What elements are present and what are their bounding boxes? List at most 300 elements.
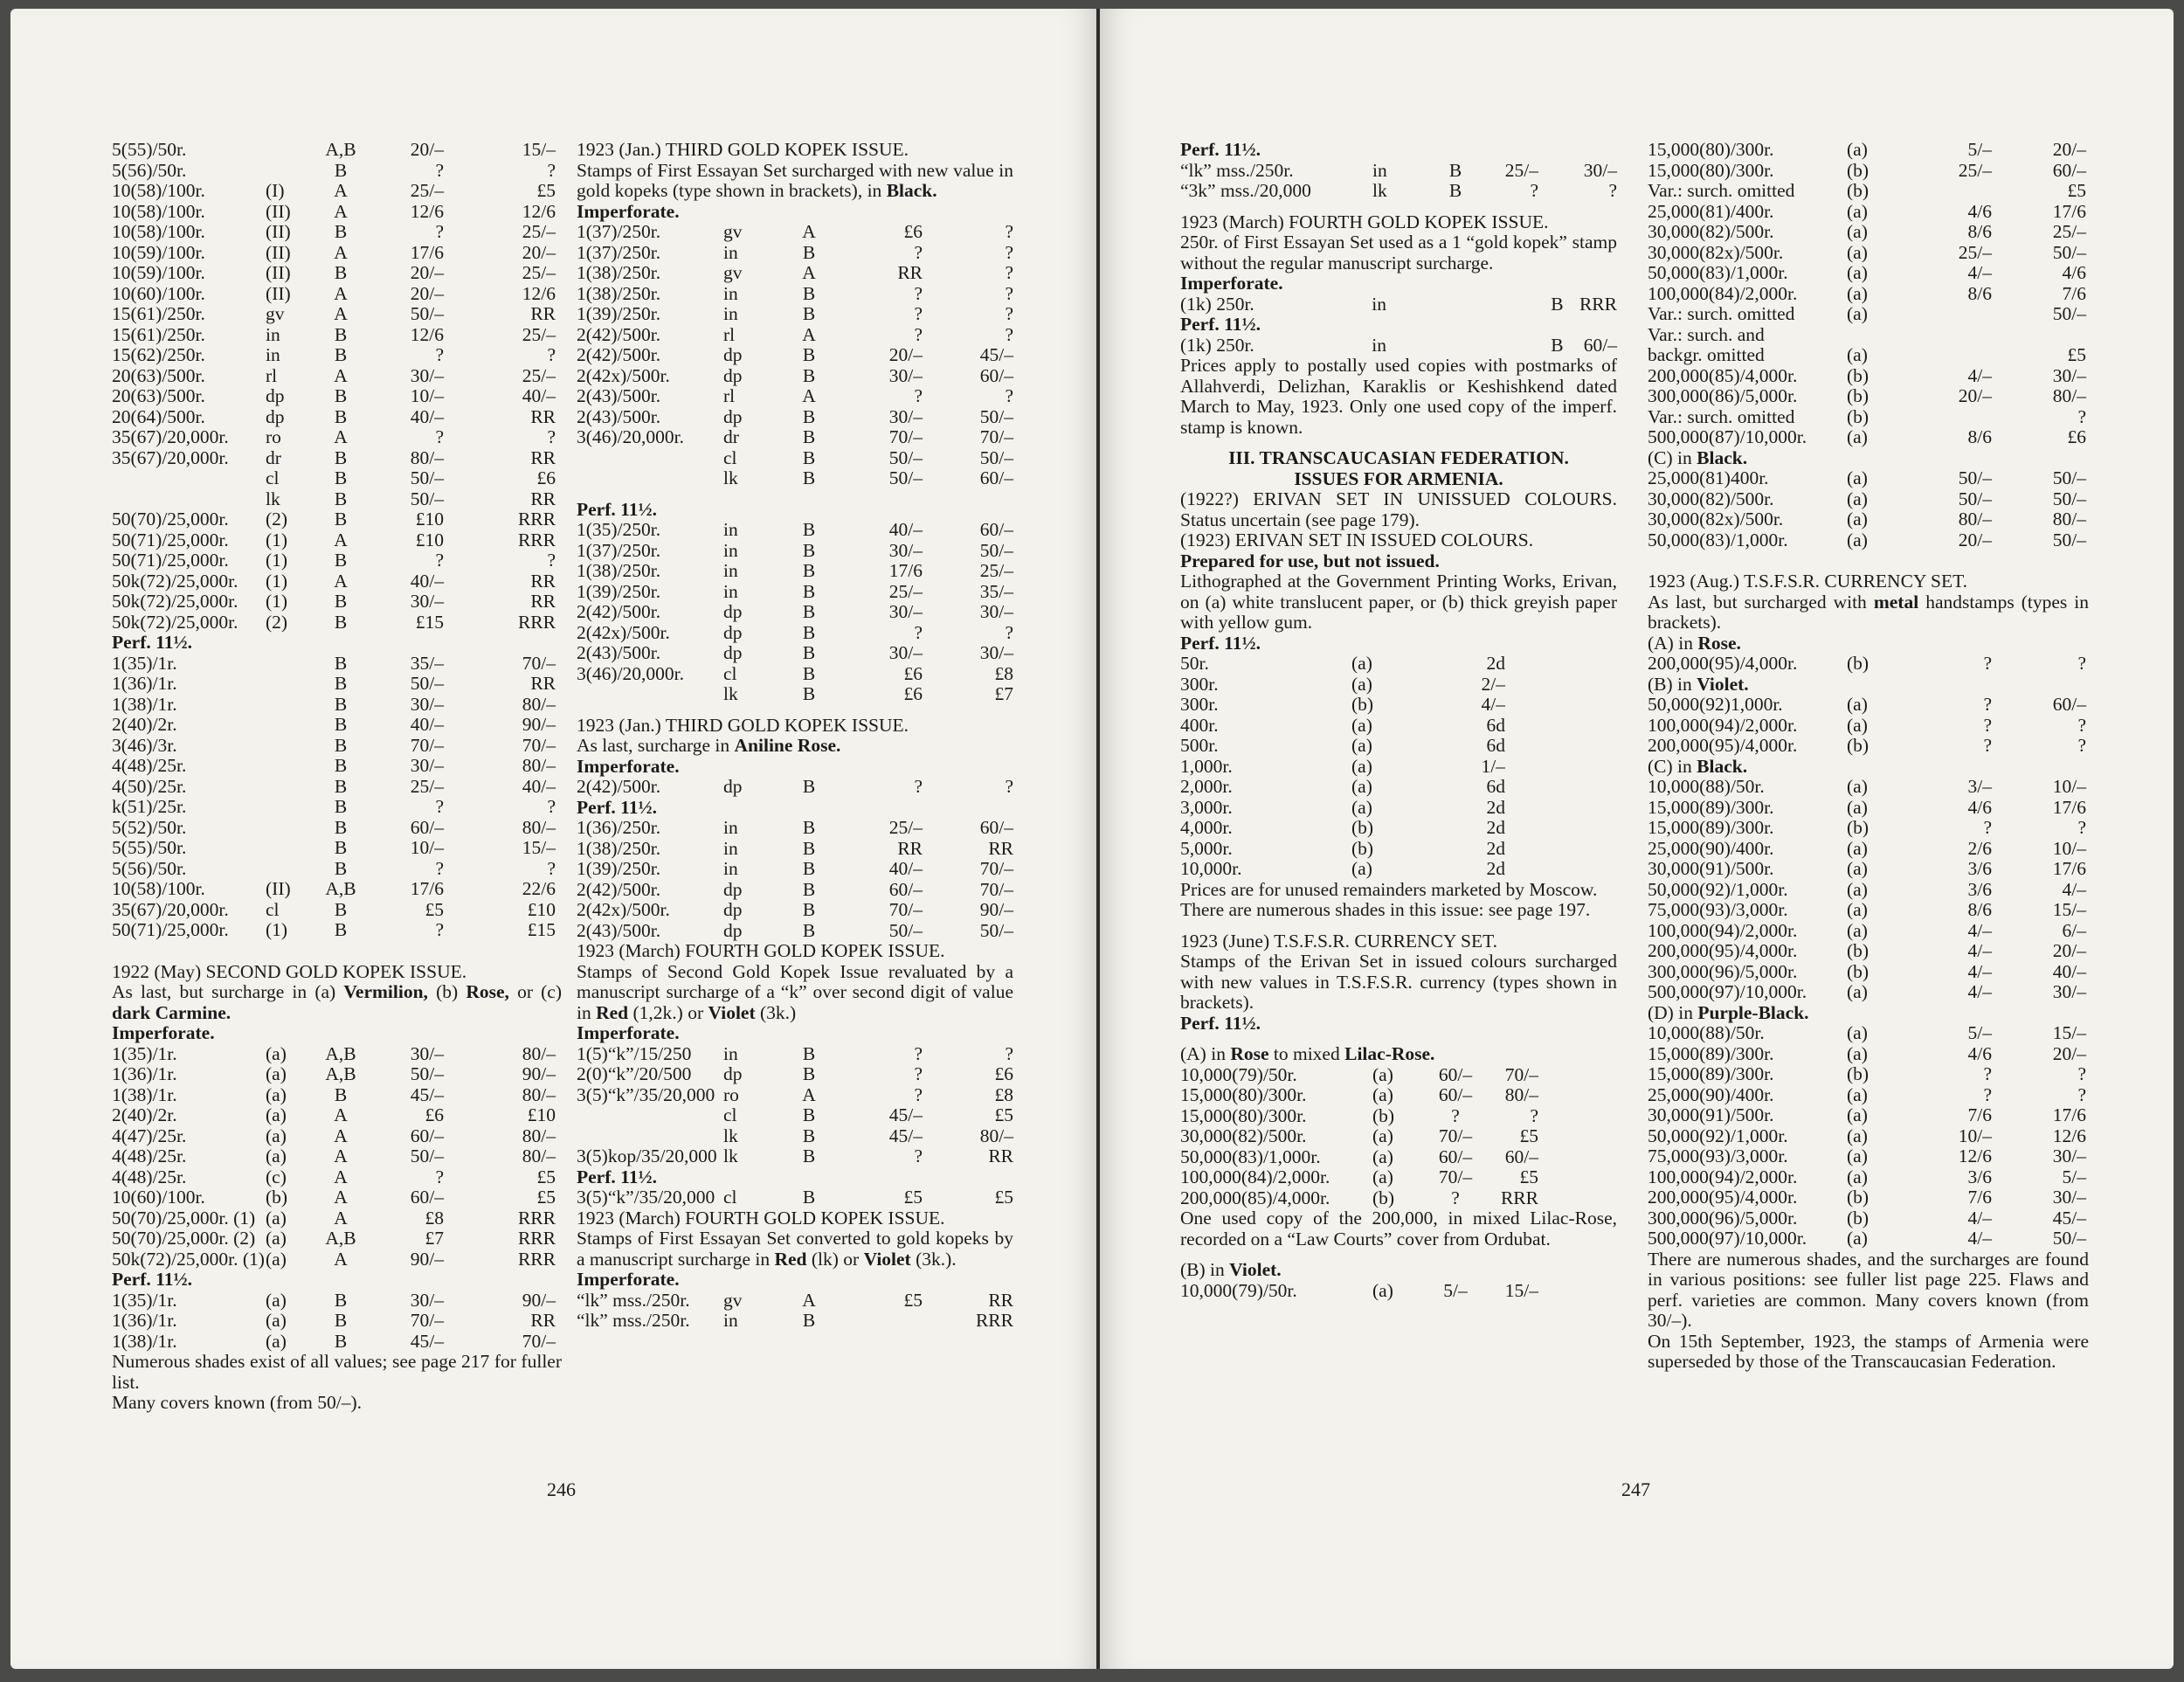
- table-cell: 20/–: [2052, 139, 2086, 160]
- table-cell: B: [334, 446, 348, 468]
- table-cell: B: [802, 858, 816, 879]
- table-cell: A: [334, 303, 348, 324]
- table-cell: 100,000(94)/2,000r.: [1648, 919, 1798, 941]
- table-cell: 1(36)/1r.: [112, 1310, 177, 1331]
- table-cell: 40/–: [410, 405, 444, 427]
- table-cell: 45/–: [888, 1125, 923, 1146]
- table-cell: B: [802, 776, 816, 797]
- table-cell: in: [723, 519, 738, 540]
- table-cell: (a): [1847, 837, 1868, 859]
- table-cell: [266, 797, 311, 818]
- table-cell: 15,000(80)/300r.: [1648, 139, 1774, 160]
- table-cell: 15,000(89)/300r.: [1648, 1042, 1774, 1064]
- table-cell: 12/6: [522, 200, 556, 222]
- table-cell: £5: [536, 1187, 556, 1208]
- price-table: [1648, 468, 2089, 550]
- table-row: [577, 684, 1013, 705]
- table-cell: B: [334, 262, 348, 283]
- table-cell: 50/–: [1958, 467, 1992, 488]
- table-cell: £10: [527, 1104, 556, 1125]
- table-cell: 30,000(82)/500r.: [1648, 221, 1774, 242]
- table-row: [1648, 530, 2089, 551]
- table-cell: [266, 736, 311, 757]
- table-cell: ?: [435, 550, 444, 571]
- table-cell: (II): [266, 262, 291, 283]
- table-cell: A,B: [325, 139, 356, 160]
- table-row: [577, 561, 1013, 582]
- table-cell: £5: [994, 1104, 1013, 1125]
- table-cell: (a): [1847, 714, 1868, 736]
- table-row: [112, 161, 562, 182]
- table-cell: (a): [266, 1207, 287, 1229]
- table-cell: [112, 468, 266, 489]
- table-cell: 20/–: [1958, 385, 1992, 406]
- table-row: [577, 1311, 1013, 1332]
- table-cell: (b): [1847, 735, 1870, 756]
- table-cell: 20/–: [410, 139, 444, 160]
- table-cell: lk: [723, 1125, 738, 1146]
- table-cell: ?: [435, 426, 444, 447]
- table-cell: 80/–: [522, 755, 556, 776]
- table-cell: 6/–: [2062, 919, 2086, 941]
- table-cell: 60/–: [1438, 1084, 1473, 1105]
- table-cell: £5: [2067, 180, 2086, 201]
- table-cell: B: [802, 1187, 816, 1208]
- table-cell: ?: [1983, 1063, 1992, 1084]
- table-row: [112, 1187, 562, 1208]
- table-cell: B: [334, 652, 348, 674]
- table-cell: B: [334, 467, 348, 488]
- table-cell: (b): [1847, 405, 1870, 427]
- table-cell: in: [723, 303, 738, 324]
- table-row: [112, 202, 562, 223]
- price-table: [577, 818, 1013, 941]
- table-cell: 2(40)/2r.: [112, 714, 177, 735]
- table-cell: 30/–: [2052, 1187, 2086, 1208]
- table-cell: 1(36)/1r.: [112, 673, 177, 694]
- table-cell: B: [802, 519, 816, 540]
- table-cell: [266, 838, 311, 859]
- table-row: [1648, 1044, 2089, 1065]
- table-cell: 1(39)/250r.: [577, 580, 661, 602]
- table-cell: in: [723, 1310, 738, 1331]
- table-cell: 80/–: [1504, 1084, 1538, 1105]
- table-cell: £6: [536, 467, 556, 488]
- table-cell: 50/–: [410, 467, 444, 488]
- table-cell: £5: [1519, 1166, 1538, 1187]
- table-cell: 70/–: [410, 1310, 444, 1331]
- table-cell: A: [802, 1289, 816, 1311]
- table-cell: 7/6: [1967, 1104, 1992, 1125]
- table-cell: B: [802, 467, 816, 488]
- table-cell: £8: [425, 1207, 444, 1229]
- table-cell: dp: [723, 642, 743, 663]
- table-row: [577, 1187, 1013, 1208]
- table-cell: 20/–: [1958, 529, 1992, 550]
- table-row: [112, 674, 562, 695]
- table-row: [1180, 798, 1617, 819]
- table-cell: 40/–: [522, 385, 556, 406]
- table-cell: (a): [1847, 776, 1868, 797]
- table-row: [112, 756, 562, 777]
- table-row: [577, 602, 1013, 623]
- table-cell: 1/–: [1481, 755, 1505, 777]
- group-heading: (C) in Black.: [1648, 446, 1748, 468]
- table-cell: 5/–: [2062, 1166, 2086, 1187]
- table-cell: (a): [1847, 426, 1868, 447]
- imperf-heading: Imperforate.: [577, 200, 680, 222]
- table-cell: 2/–: [1481, 673, 1505, 695]
- table-cell: 15,000(89)/300r.: [1648, 817, 1774, 838]
- table-cell: 12/6: [522, 282, 556, 304]
- table-cell: k(51)/25r.: [112, 796, 187, 817]
- table-cell: 30/–: [979, 642, 1013, 663]
- table-row: [1180, 161, 1617, 182]
- table-row: [112, 407, 562, 428]
- table-row: [112, 592, 562, 613]
- table-cell: 300,000(86)/5,000r.: [1648, 385, 1798, 406]
- table-cell: 1(35)/1r.: [112, 1289, 177, 1311]
- table-cell: gv: [266, 303, 285, 324]
- table-cell: RRR: [1579, 293, 1617, 315]
- table-cell: A: [802, 323, 816, 345]
- table-cell: 4(50)/25r.: [112, 775, 187, 797]
- table-cell: in: [723, 560, 738, 581]
- table-cell: (b): [1847, 960, 1870, 982]
- table-cell: RR: [988, 1146, 1013, 1166]
- table-cell: 8/6: [1967, 221, 1992, 242]
- table-cell: (2): [266, 611, 288, 633]
- table-cell: ?: [2077, 653, 2086, 674]
- table-row: [1180, 716, 1617, 737]
- issue-description: Stamps of First Essayan Set converted to gold kopeks by a manuscript surcharge in Red (lk) or Violet (3k.).: [577, 1228, 1013, 1270]
- section-heading: III. TRANSCAUCASIAN FEDERATION.: [1228, 447, 1569, 468]
- table-cell: 25,000(81)400r.: [1648, 467, 1769, 488]
- table-cell: ?: [914, 282, 923, 304]
- table-cell: 20/–: [522, 241, 556, 263]
- group-heading: (A) in Rose.: [1648, 632, 1741, 654]
- issue-description: As last, but surcharge in (a) Vermilion, (b) Rose, or (c) dark Carmine.: [112, 981, 563, 1023]
- table-cell: 4/6: [1967, 200, 1992, 222]
- table-row: [112, 1085, 562, 1106]
- table-cell: RRR: [1500, 1187, 1538, 1208]
- table-cell: Var.: surch. omitted: [1648, 303, 1795, 324]
- table-cell: (a): [1351, 653, 1372, 674]
- table-cell: 2(0)“k”/20/500: [577, 1063, 692, 1084]
- table-cell: 15,000(80)/300r.: [1648, 159, 1774, 181]
- column-4: [1648, 140, 2089, 1373]
- table-cell: £15: [527, 919, 556, 940]
- shades-note: There are numerous shades, and the surcharges are found in various positions: see fuller list page 225. Flaws and perf. varieties are common. Many covers known (from 30/–).: [1648, 1248, 2089, 1331]
- table-cell: 2(43)/500r.: [577, 385, 661, 406]
- table-cell: 17/6: [2052, 200, 2086, 222]
- table-cell: 3/–: [1967, 776, 1992, 797]
- table-cell: 10/–: [2052, 776, 2086, 797]
- table-row: [577, 880, 1013, 901]
- table-cell: gv: [723, 262, 743, 283]
- table-cell: (a): [1847, 1228, 1868, 1249]
- table-cell: cl: [723, 662, 737, 684]
- table-row: [112, 181, 562, 202]
- price-table: [112, 1044, 562, 1270]
- table-row: [1648, 427, 2089, 448]
- table-cell: dp: [266, 405, 285, 427]
- table-cell: 30/–: [410, 755, 444, 776]
- table-cell: (a): [1847, 200, 1868, 222]
- table-cell: B: [1551, 293, 1564, 315]
- table-cell: B: [334, 1083, 348, 1105]
- table-cell: ?: [1983, 653, 1992, 674]
- table-cell: (b): [1847, 817, 1870, 838]
- table-cell: 50/–: [2052, 303, 2086, 324]
- table-cell: (I): [266, 180, 285, 201]
- table-cell: 60/–: [410, 1187, 444, 1208]
- table-cell: 10/–: [1958, 1125, 1992, 1146]
- table-row: [112, 1105, 562, 1126]
- table-cell: 400r.: [1180, 714, 1219, 736]
- table-cell: (b): [1351, 694, 1374, 715]
- table-cell: (1): [266, 529, 288, 550]
- table-cell: B: [802, 241, 816, 263]
- unused-note: Prices are for unused remainders marketed by Moscow.: [1180, 878, 1598, 900]
- table-cell: 35(67)/20,000r.: [112, 446, 229, 468]
- table-cell: 8/6: [1967, 282, 1992, 304]
- issue-title: 1923 (June) T.S.F.S.R. CURRENCY SET.: [1180, 930, 1498, 952]
- table-cell: 80/–: [522, 693, 556, 715]
- table-cell: 70/–: [888, 899, 923, 920]
- table-cell: ?: [1530, 1104, 1538, 1126]
- table-row: [112, 243, 562, 264]
- table-cell: 15,000(89)/300r.: [1648, 796, 1774, 818]
- table-row: [1648, 962, 2089, 983]
- table-cell: A: [802, 1083, 816, 1105]
- table-cell: A: [334, 200, 348, 222]
- table-cell: £5: [2067, 344, 2086, 365]
- table-cell: (a): [266, 1310, 287, 1331]
- table-cell: B: [334, 159, 348, 181]
- table-cell: lk: [1372, 180, 1387, 201]
- table-cell: ro: [266, 426, 281, 447]
- table-cell: 90/–: [522, 714, 556, 735]
- table-cell: 12/6: [1958, 1146, 1992, 1166]
- table-cell: dp: [723, 344, 743, 365]
- table-row: [1648, 509, 2089, 530]
- table-row: [577, 243, 1013, 264]
- table-cell: 2d: [1486, 796, 1505, 818]
- table-cell: in: [266, 323, 280, 345]
- table-cell: ?: [1983, 694, 1992, 715]
- table-cell: 80/–: [2052, 385, 2086, 406]
- table-cell: 50r.: [1180, 653, 1209, 674]
- perf-heading: Perf. 11½.: [1180, 139, 1261, 160]
- table-cell: 40/–: [410, 714, 444, 735]
- table-row: [577, 859, 1013, 880]
- table-cell: £5: [1519, 1125, 1538, 1146]
- table-cell: (1k) 250r.: [1180, 293, 1254, 315]
- table-row: [1648, 777, 2089, 798]
- table-cell: 3(46)/3r.: [112, 734, 177, 756]
- table-cell: (a): [1372, 1063, 1393, 1085]
- table-cell: 80/–: [522, 816, 556, 838]
- table-cell: (1): [266, 591, 288, 612]
- perf-heading: Perf. 11½.: [112, 1269, 192, 1290]
- table-cell: 300r.: [1180, 673, 1219, 695]
- table-cell: 30/–: [888, 601, 923, 622]
- table-cell: 70/–: [1438, 1166, 1473, 1187]
- table-cell: A: [802, 385, 816, 406]
- table-cell: A: [802, 221, 816, 242]
- table-row: [112, 345, 562, 366]
- table-row: [1180, 294, 1617, 315]
- table-cell: ?: [2077, 817, 2086, 838]
- table-cell: (II): [266, 878, 291, 899]
- table-cell: 60/–: [410, 816, 444, 838]
- table-row: [112, 1229, 562, 1249]
- table-row: [112, 920, 562, 941]
- table-row: [1180, 1167, 1617, 1188]
- table-cell: 2d: [1486, 837, 1505, 859]
- table-cell: A: [334, 1146, 348, 1166]
- table-cell: (a): [1847, 1083, 1868, 1105]
- table-cell: B: [1551, 334, 1564, 356]
- table-cell: dp: [723, 878, 743, 900]
- table-cell: 70/–: [979, 858, 1013, 879]
- table-row: [112, 777, 562, 798]
- table-cell: 50(70)/25,000r. (1): [112, 1207, 256, 1229]
- table-cell: 60/–: [1438, 1063, 1473, 1085]
- table-row: [1648, 921, 2089, 942]
- table-cell: B: [802, 446, 816, 468]
- table-cell: [266, 715, 311, 736]
- table-cell: (a): [266, 1083, 287, 1105]
- table-cell: (a): [266, 1248, 287, 1270]
- table-cell: 50(71)/25,000r.: [112, 529, 229, 550]
- table-row: [112, 859, 562, 880]
- table-cell: 17/6: [410, 878, 444, 899]
- table-cell: 50/–: [888, 467, 923, 488]
- table-row: [577, 623, 1013, 644]
- table-cell: 30,000(82)/500r.: [1648, 488, 1774, 509]
- table-cell: 12/6: [410, 323, 444, 345]
- table-cell: 50/–: [410, 1146, 444, 1166]
- table-row: [112, 1126, 562, 1147]
- table-cell: 3/6: [1967, 858, 1992, 879]
- table-cell: 50k(72)/25,000r. (1): [112, 1248, 265, 1270]
- table-cell: 1(5)“k”/15/250: [577, 1042, 692, 1064]
- table-cell: 60/–: [979, 519, 1013, 540]
- table-cell: 4/6: [2062, 262, 2086, 283]
- table-row: [112, 550, 562, 571]
- price-table: [577, 1291, 1013, 1332]
- table-cell: 5/–: [1967, 1022, 1992, 1043]
- table-cell: 1(38)/250r.: [577, 560, 661, 581]
- table-cell: (b): [1372, 1187, 1395, 1208]
- table-cell: (1): [266, 570, 288, 592]
- table-row: [577, 839, 1013, 860]
- table-cell: £6: [903, 683, 923, 704]
- table-row: [1648, 839, 2089, 860]
- table-cell: 15,000(80)/300r.: [1180, 1084, 1307, 1105]
- table-row: [577, 1146, 1013, 1167]
- table-cell: (b): [1847, 1063, 1870, 1084]
- table-cell: [266, 161, 311, 182]
- table-cell: ?: [1005, 621, 1013, 643]
- table-cell: backgr. omitted: [1648, 344, 1765, 365]
- table-cell: B: [334, 857, 348, 879]
- table-cell: 50/–: [2052, 467, 2086, 488]
- table-cell: (a): [1847, 282, 1868, 304]
- table-cell: 2/6: [1967, 837, 1992, 859]
- table-row: [1648, 695, 2089, 716]
- table-cell: £10: [415, 529, 444, 550]
- table-cell: 1(36)/1r.: [112, 1063, 177, 1084]
- table-cell: (c): [266, 1166, 287, 1187]
- table-cell: 4(48)/25r.: [112, 1166, 187, 1187]
- table-cell: 3,000r.: [1180, 796, 1233, 818]
- table-cell: (a): [1847, 262, 1868, 283]
- table-cell: A,B: [325, 1063, 356, 1084]
- table-cell: 50k(72)/25,000r.: [112, 611, 238, 633]
- table-cell: (a): [1351, 858, 1372, 879]
- table-cell: 40/–: [410, 570, 444, 592]
- table-cell: B: [334, 714, 348, 735]
- table-cell: ?: [1983, 735, 1992, 756]
- table-cell: ?: [1983, 714, 1992, 736]
- column-2: [577, 140, 1013, 1332]
- table-cell: A: [334, 529, 348, 550]
- table-cell: 50/–: [888, 446, 923, 468]
- table-row: [577, 643, 1013, 664]
- table-cell: 2(42x)/500r.: [577, 899, 670, 920]
- table-cell: 3(46)/20,000r.: [577, 426, 685, 447]
- price-table: [577, 1044, 1013, 1167]
- table-cell: 50/–: [410, 488, 444, 509]
- table-cell: ?: [914, 385, 923, 406]
- table-row: [577, 900, 1013, 921]
- table-row: [112, 818, 562, 839]
- table-cell: RR: [897, 262, 923, 283]
- table-cell: 30/–: [2052, 1146, 2086, 1166]
- table-row: [577, 284, 1013, 305]
- table-row: [1648, 263, 2089, 284]
- table-cell: 5,000r.: [1180, 837, 1233, 859]
- table-cell: 200,000(95)/4,000r.: [1648, 1187, 1798, 1208]
- table-cell: ?: [547, 550, 556, 571]
- issue-title: 1923 (Jan.) THIRD GOLD KOPEK ISSUE.: [577, 714, 909, 736]
- table-cell: ?: [1005, 1042, 1013, 1064]
- table-cell: 25/–: [2052, 221, 2086, 242]
- table-cell: (a): [1847, 919, 1868, 941]
- perf-heading: Perf. 11½.: [1180, 632, 1261, 654]
- table-cell: 75,000(93)/3,000r.: [1648, 1146, 1788, 1166]
- table-row: [1648, 654, 2089, 675]
- table-cell: 15/–: [522, 837, 556, 858]
- table-cell: [1892, 304, 1992, 325]
- table-cell: £7: [425, 1228, 444, 1249]
- table-cell: 4/–: [1481, 694, 1505, 715]
- table-row: [577, 325, 1013, 346]
- table-row: [112, 1167, 562, 1188]
- shades-note: Numerous shades exist of all values; see page 217 for fuller list.: [112, 1351, 562, 1393]
- table-cell: RRR: [517, 529, 556, 550]
- table-cell: 30/–: [2052, 981, 2086, 1002]
- table-cell: 50(71)/25,000r.: [112, 550, 229, 571]
- table-cell: £5: [994, 1187, 1013, 1208]
- table-cell: ?: [1983, 817, 1992, 838]
- table-cell: ?: [435, 1166, 444, 1187]
- table-cell: [112, 489, 266, 510]
- table-cell: in: [266, 344, 280, 365]
